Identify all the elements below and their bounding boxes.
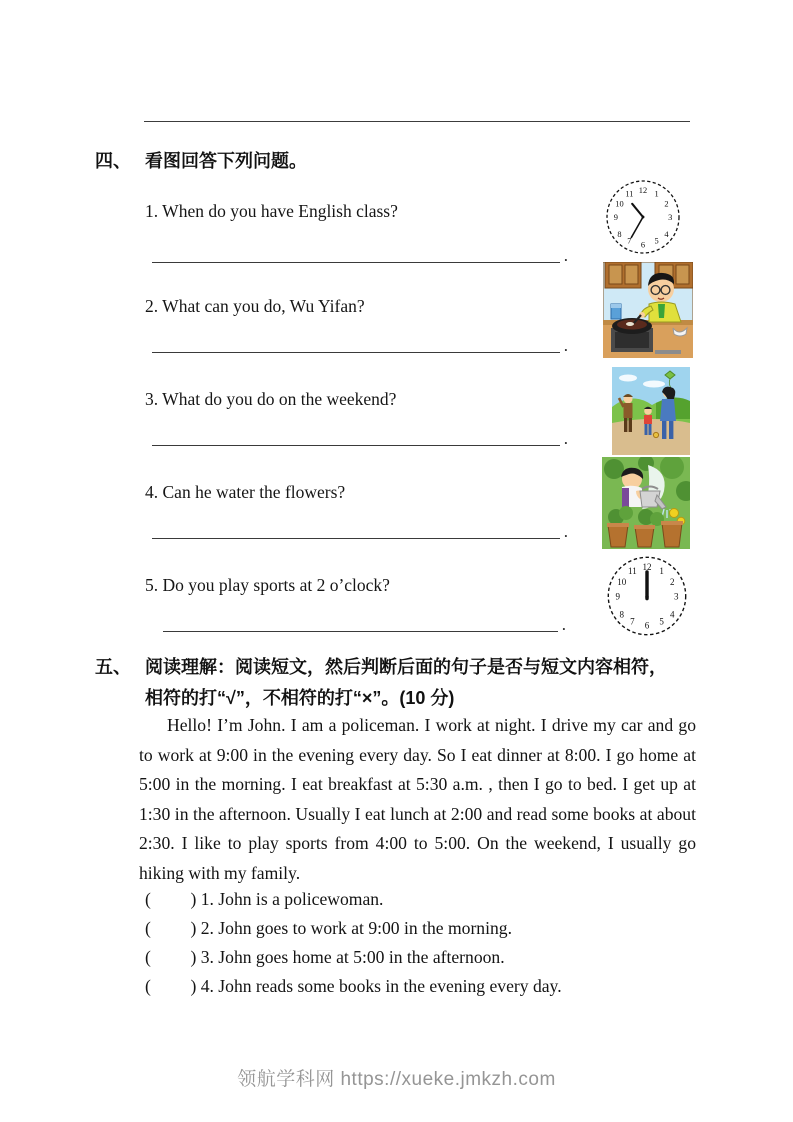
answer-line-1 <box>152 241 568 265</box>
question-5: 5. Do you play sports at 2 o’clock? <box>145 575 390 595</box>
svg-text:12: 12 <box>642 562 652 573</box>
svg-text:4: 4 <box>670 609 675 620</box>
answer-line-2 <box>152 331 568 355</box>
svg-text:12: 12 <box>638 186 648 195</box>
svg-text:4: 4 <box>664 230 669 239</box>
svg-text:1: 1 <box>654 189 659 199</box>
reading-passage: Hello! I’m John. I am a policeman. I work at night. I drive my car and go to work at 9:00 in the evening every day. So I eat dinner at 8:00. I go home at 5:00 in the morning. I eat breakfast at 5:30 a.m. , then I go to bed. I get up at 1:30 in the afternoon. Usually I eat lunch at 2:00 and read some books at about 2:30. I like to play sports from 4:00 to 5:00. On the weekend, I usually go hiking with my family. <box>139 715 696 883</box>
svg-text:5: 5 <box>659 616 664 627</box>
section-four-number: 四、 <box>95 151 131 171</box>
answer-period: . <box>563 429 568 448</box>
garden-scene-icon <box>602 457 690 549</box>
question-1: 1. When do you have English class? <box>145 201 398 221</box>
cooking-scene-icon <box>603 262 693 358</box>
clock-icon <box>603 176 683 258</box>
answer-line-4 <box>152 517 568 541</box>
svg-text:5: 5 <box>654 236 659 246</box>
section-five-title-line2: 相符的打“√”，不相符的打“×”。(10 分) <box>145 688 455 708</box>
statement-2: ( ) 2. John goes to work at 9:00 in the morning. <box>145 918 512 938</box>
svg-text:9: 9 <box>615 591 621 602</box>
svg-text:8: 8 <box>617 230 622 239</box>
svg-text:10: 10 <box>615 199 624 209</box>
section-four-title: 看图回答下列问题。 <box>145 151 307 171</box>
clock-icon <box>604 552 690 640</box>
outdoor-scene-icon <box>612 367 690 455</box>
answer-line-3 <box>152 424 568 448</box>
question-4: 4. Can he water the flowers? <box>145 482 346 502</box>
answer-period: . <box>561 615 566 634</box>
answer-period: . <box>563 246 568 265</box>
svg-text:2: 2 <box>664 199 669 209</box>
section-five-title-line1: 阅读理解：阅读短文，然后判断后面的句子是否与短文内容相符， <box>145 657 667 677</box>
svg-text:9: 9 <box>613 213 618 223</box>
top-answer-line <box>144 121 690 122</box>
svg-text:7: 7 <box>630 616 635 627</box>
clock-10-35-image <box>603 176 683 258</box>
question-2: 2. What can you do, Wu Yifan? <box>145 296 365 316</box>
family-outdoors-image <box>612 367 690 455</box>
section-five-number: 五、 <box>95 657 131 677</box>
svg-text:6: 6 <box>640 240 646 250</box>
answer-line-5 <box>163 610 566 634</box>
svg-text:8: 8 <box>619 609 624 620</box>
statement-1: ( ) 1. John is a policewoman. <box>145 889 384 909</box>
svg-text:3: 3 <box>668 213 673 223</box>
svg-text:7: 7 <box>627 236 632 246</box>
footer-watermark: 领航学科网 https://xueke.jmkzh.com <box>237 1069 556 1090</box>
boy-cooking-image <box>603 262 693 358</box>
watering-flowers-image <box>602 457 690 549</box>
svg-text:11: 11 <box>625 189 634 199</box>
clock-12-00-image <box>604 552 690 640</box>
svg-text:6: 6 <box>644 620 650 631</box>
svg-text:2: 2 <box>670 576 675 587</box>
answer-period: . <box>563 336 568 355</box>
svg-text:10: 10 <box>617 576 627 587</box>
statement-4: ( ) 4. John reads some books in the evening every day. <box>145 976 562 996</box>
answer-period: . <box>563 522 568 541</box>
svg-text:11: 11 <box>628 566 637 577</box>
statement-3: ( ) 3. John goes home at 5:00 in the afternoon. <box>145 947 505 967</box>
question-3: 3. What do you do on the weekend? <box>145 389 397 409</box>
svg-text:1: 1 <box>659 566 664 577</box>
svg-text:3: 3 <box>673 591 679 602</box>
